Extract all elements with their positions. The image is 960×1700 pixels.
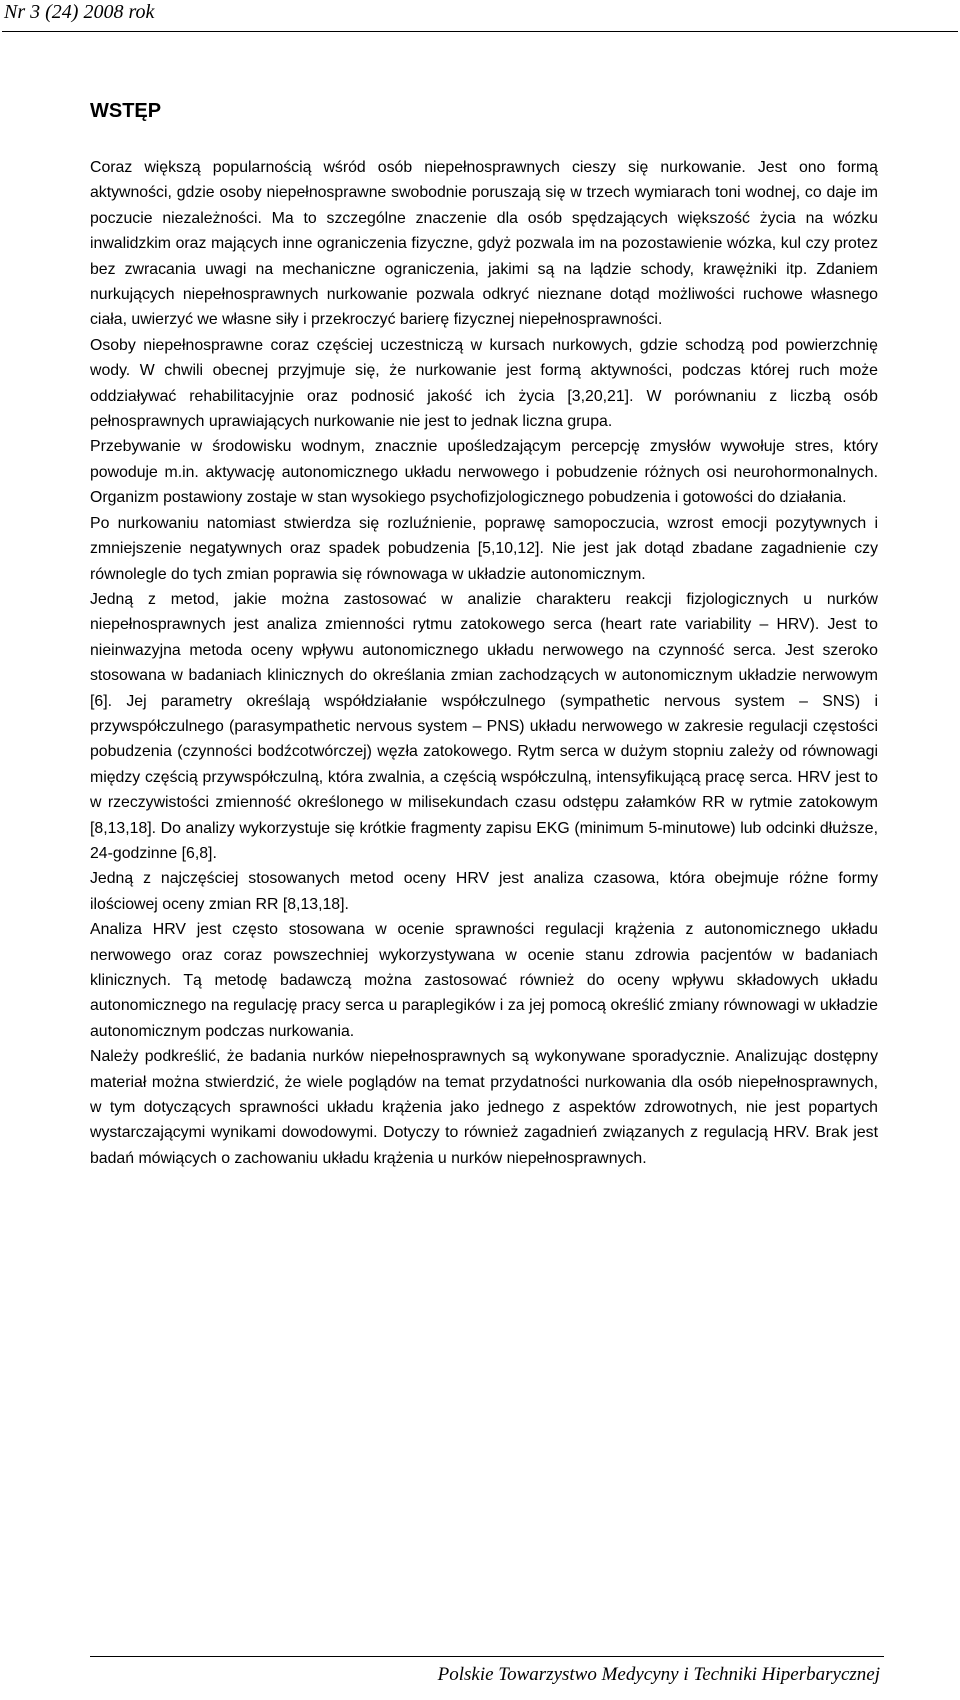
paragraph: Przebywanie w środowisku wodnym, znacznie upośledzającym percepcję zmysłów wywołuje stres, który powoduje m.in. aktywację autonomicznego układu nerwowego i pobudzenie różnych osi neurohormonalnych. Organizm postawiony zostaje w stan wysokiego psychofizjologicznego pobudzenia i gotowości do działania. bbox=[90, 438, 878, 507]
issue-label: Nr 3 (24) 2008 rok bbox=[4, 1, 155, 23]
society-name: Polskie Towarzystwo Medycyny i Techniki Hiperbarycznej bbox=[437, 1664, 880, 1685]
paragraph: Jedną z najczęściej stosowanych metod oceny HRV jest analiza czasowa, która obejmuje różne formy ilościowej oceny zmian RR [8,13,18]. bbox=[90, 870, 878, 913]
paragraph: Po nurkowaniu natomiast stwierdza się rozluźnienie, poprawę samopoczucia, wzrost emocji pozytywnych i zmniejszenie negatywnych oraz spadek pobudzenia [5,10,12]. Nie jest jak dotąd zbadane zagadnienie czy równolegle do tych zmian poprawia się równowaga w układzie autonomicznym. bbox=[90, 514, 878, 583]
paragraph: Należy podkreślić, że badania nurków niepełnosprawnych są wykonywane sporadycznie. Analizując dostępny materiał można stwierdzić, że wiele poglądów na temat przydatności nurkowania dla osób niepełnosprawnych, w tym dotyczących sprawności układu krążenia jako jednego z aspektów zdrowotnych, nie jest popartych wystarczającymi wynikami dowodowymi. Dotyczy to również zagadnień związanych z regulacją HRV. Brak jest badań mówiących o zachowaniu układu krążenia u nurków niepełnosprawnych. bbox=[90, 1048, 878, 1167]
page-footer bbox=[90, 1656, 884, 1697]
paragraph: Osoby niepełnosprawne coraz częściej uczestniczą w kursach nurkowych, gdzie schodzą pod powierzchnię wody. W chwili obecnej przyjmuje się, że nurkowanie jest formą aktywności, podczas której ruch może oddziaływać rehabilitacyjnie oraz podnosić jakość ich życia [3,20,21]. W porównaniu z liczbą osób pełnosprawnych uprawiających nurkowanie nie jest to jednak liczna grupa. bbox=[90, 336, 878, 431]
paragraph: Jedną z metod, jakie można zastosować w analizie charakteru reakcji fizjologicznych u nurków niepełnosprawnych jest analiza zmienności rytmu zatokowego serca (heart rate variability – HRV). Jest to nieinwazyjna metoda oceny wpływu autonomicznego układu nerwowego na czynność serca. Jest szeroko stosowana w badaniach klinicznych do określania zmian zachodzących w autonomicznym układzie nerwowym [6]. Jej parametry określają współdziałanie współczulnego (sympathetic nervous system – SNS) i przywspółczulnego (parasympathetic nervous system – PNS) układu nerwowego w zakresie regulacji częstości pobudzenia (czynności bodźcotwórczej) węzła zatokowego. Rytm serca w dużym stopniu zależy od równowagi między częścią przywspółczulną, która zwalnia, a częścią współczulną, intensyfikującą pracę serca. HRV jest to w rzeczywistości zmienność określonego w milisekundach czasu odstępu załamków RR w rytmie zatokowym [8,13,18]. Do analizy wykorzystuje się krótkie fragmenty zapisu EKG (minimum 5-minutowe) lub odcinki dłuższe, 24-godzinne [6,8]. bbox=[90, 590, 878, 862]
page-header bbox=[2, 0, 958, 32]
article-body bbox=[90, 155, 878, 1171]
paragraph: Analiza HRV jest często stosowana w ocenie sprawności regulacji krążenia z autonomicznego układu nerwowego oraz coraz powszechniej wykorzystywana w ocenie stanu zdrowia pacjentów w badaniach klinicznych. Tą metodę badawczą można zastosować również do oceny wpływu składowych układu autonomicznego na regulację pracy serca u paraplegików i za jej pomocą określić zmiany równowagi w układzie autonomicznym podczas nurkowania. bbox=[90, 921, 878, 1040]
section-title: WSTĘP bbox=[90, 100, 162, 122]
paragraph: Coraz większą popularnością wśród osób niepełnosprawnych cieszy się nurkowanie. Jest ono formą aktywności, gdzie osoby niepełnosprawne swobodnie poruszają się w trzech wymiarach toni wodnej, co daje im poczucie niezależności. Ma to szczególne znaczenie dla osób spędzających większość życia na wózku inwalidzkim oraz mających inne ograniczenia fizyczne, gdyż pozwala im na pozostawienie wózka, kul czy protez bez zwracania uwagi na mechaniczne ograniczenia, jakimi są na lądzie schody, krawężniki itp. Zdaniem nurkujących niepełnosprawnych nurkowanie pozwala odkryć nieznane dotąd możliwości ruchowe własnego ciała, uwierzyć we własne siły i przekroczyć barierę fizycznej niepełnosprawności. bbox=[90, 159, 878, 329]
